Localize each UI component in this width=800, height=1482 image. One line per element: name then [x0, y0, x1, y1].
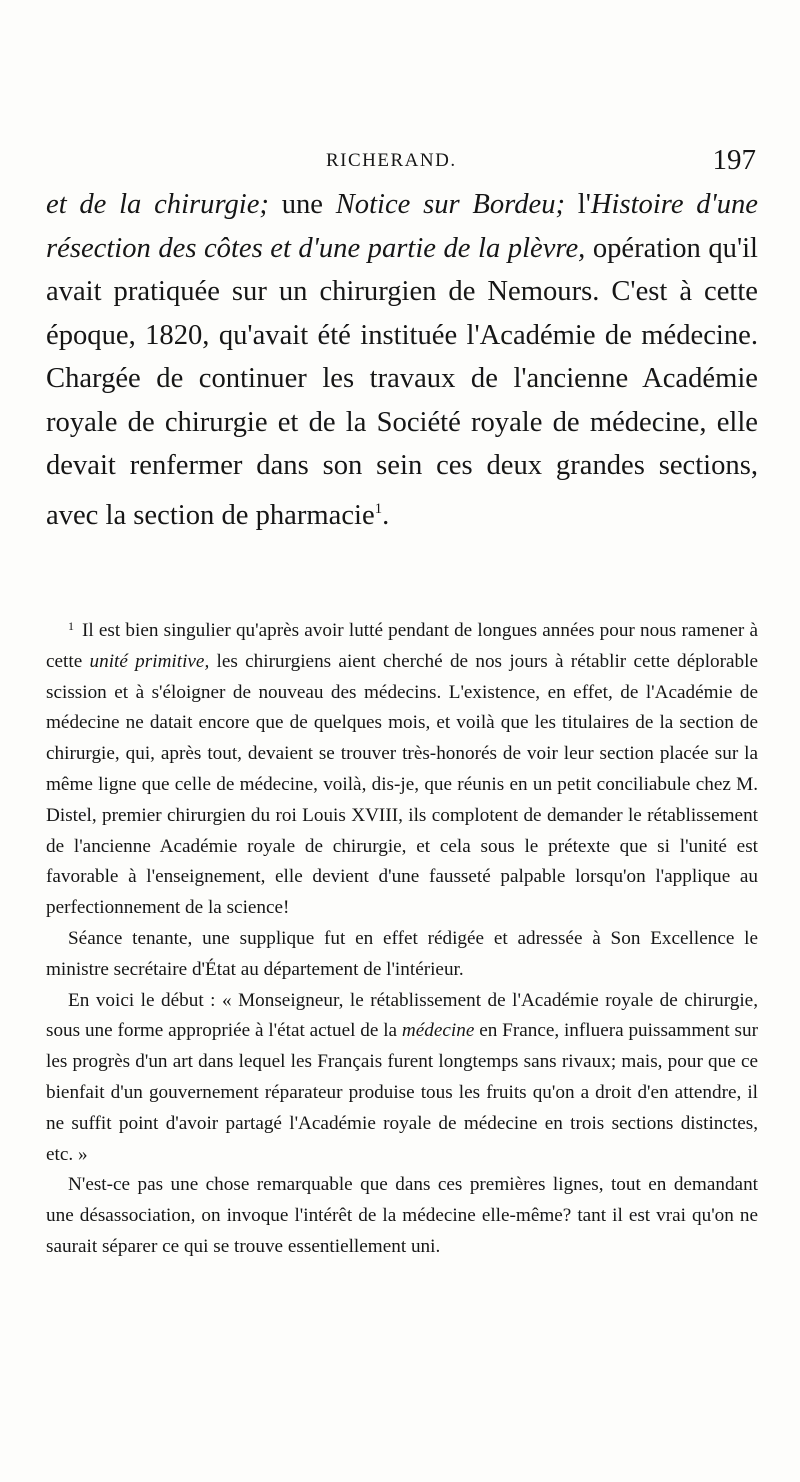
main-paragraph: [46, 183, 758, 537]
footnote-paragraph: Séance tenante, une supplique fut en effet rédigée et adressée à Son Excellence le ministre secrétaire d'État au département de l'intérieur.: [46, 927, 758, 980]
text-run: une: [268, 189, 336, 220]
footnote-marker: 1: [68, 619, 74, 633]
italic-title-notice: Notice sur Bordeu;: [335, 189, 566, 220]
text-run: opération qu'il avait pratiquée sur un chirurgien de Nemours. C'est à cette époque, 1820, qu'avait été instituée l'Académie de médecine. Chargée de continuer les travaux de l'ancienne Académie royale de chirurgie et de la Société royale de médecine, elle devait renfermer dans son sein ces deux grandes sections, avec la section de pharmacie: [46, 232, 758, 531]
italic-title-histoire: Histoire d'une résection des côtes et d'une partie de la plèvre,: [46, 189, 758, 264]
footnote-paragraph: N'est-ce pas une chose remarquable que dans ces premières lignes, tout en demandant une désassociation, on invoque l'intérêt de la médecine elle-même? tant il est vrai qu'on ne saurait séparer ce qui se trouve essentiellement uni.: [46, 1174, 758, 1257]
text-run: .: [382, 499, 390, 531]
page-number: 197: [712, 144, 756, 176]
main-text: [46, 183, 758, 537]
footnote-text: Il est bien singulier qu'après avoir lutté pendant de longues années pour nous ramener à cette: [46, 620, 758, 672]
footnote-paragraph: [46, 611, 758, 924]
footnote: [46, 611, 758, 1263]
footnote-text: les chirurgiens aient cherché de nos jours à rétablir cette déplorable scission et à s'éloigner de nouveau des médecins. L'existence, en effet, de l'Académie de médecine ne datait encore que de quelques mois, et voilà que les titulaires de la section de chirurgie, qui, après tout, devaient se trouver très-honorés de voir leur section placée sur la même ligne que celle de médecine, voilà, dis-je, que réunis en un petit conciliabule chez M. Distel, premier chirurgien du roi Louis XVIII, ils complotent de demander le rétablissement de l'ancienne Académie royale de chirurgie, et cela sous le prétexte que si l'unité est favorable à l'enseignement, elle devient d'une fausseté palpable lorsqu'on l'applique au perfectionnement de la science!: [46, 650, 758, 919]
footnote-reference: 1: [374, 500, 383, 517]
footnote-italic: médecine: [401, 1020, 475, 1042]
footnote-paragraph: [46, 986, 758, 1171]
footnote-italic: unité primitive,: [89, 650, 210, 672]
running-head: RICHERAND.: [326, 150, 457, 171]
text-run: l': [565, 189, 591, 220]
footnote-text: en France, influera puissamment sur les progrès d'un art dans lequel les Français furent longtemps sans rivaux; mais, pour que ce bienfait d'un gouvernement réparateur produise tous les fruits qu'on a droit d'en attendre, il ne suffit point d'avoir partagé l'Académie royale de médecine en trois sections distinctes, etc. »: [46, 1020, 759, 1165]
footnote-text: En voici le début : « Monseigneur, le rétablissement de l'Académie royale de chirurgie, sous une forme appropriée à l'état actuel de la: [46, 989, 758, 1042]
page-header: [46, 146, 756, 182]
italic-phrase: et de la chirurgie;: [46, 189, 269, 220]
